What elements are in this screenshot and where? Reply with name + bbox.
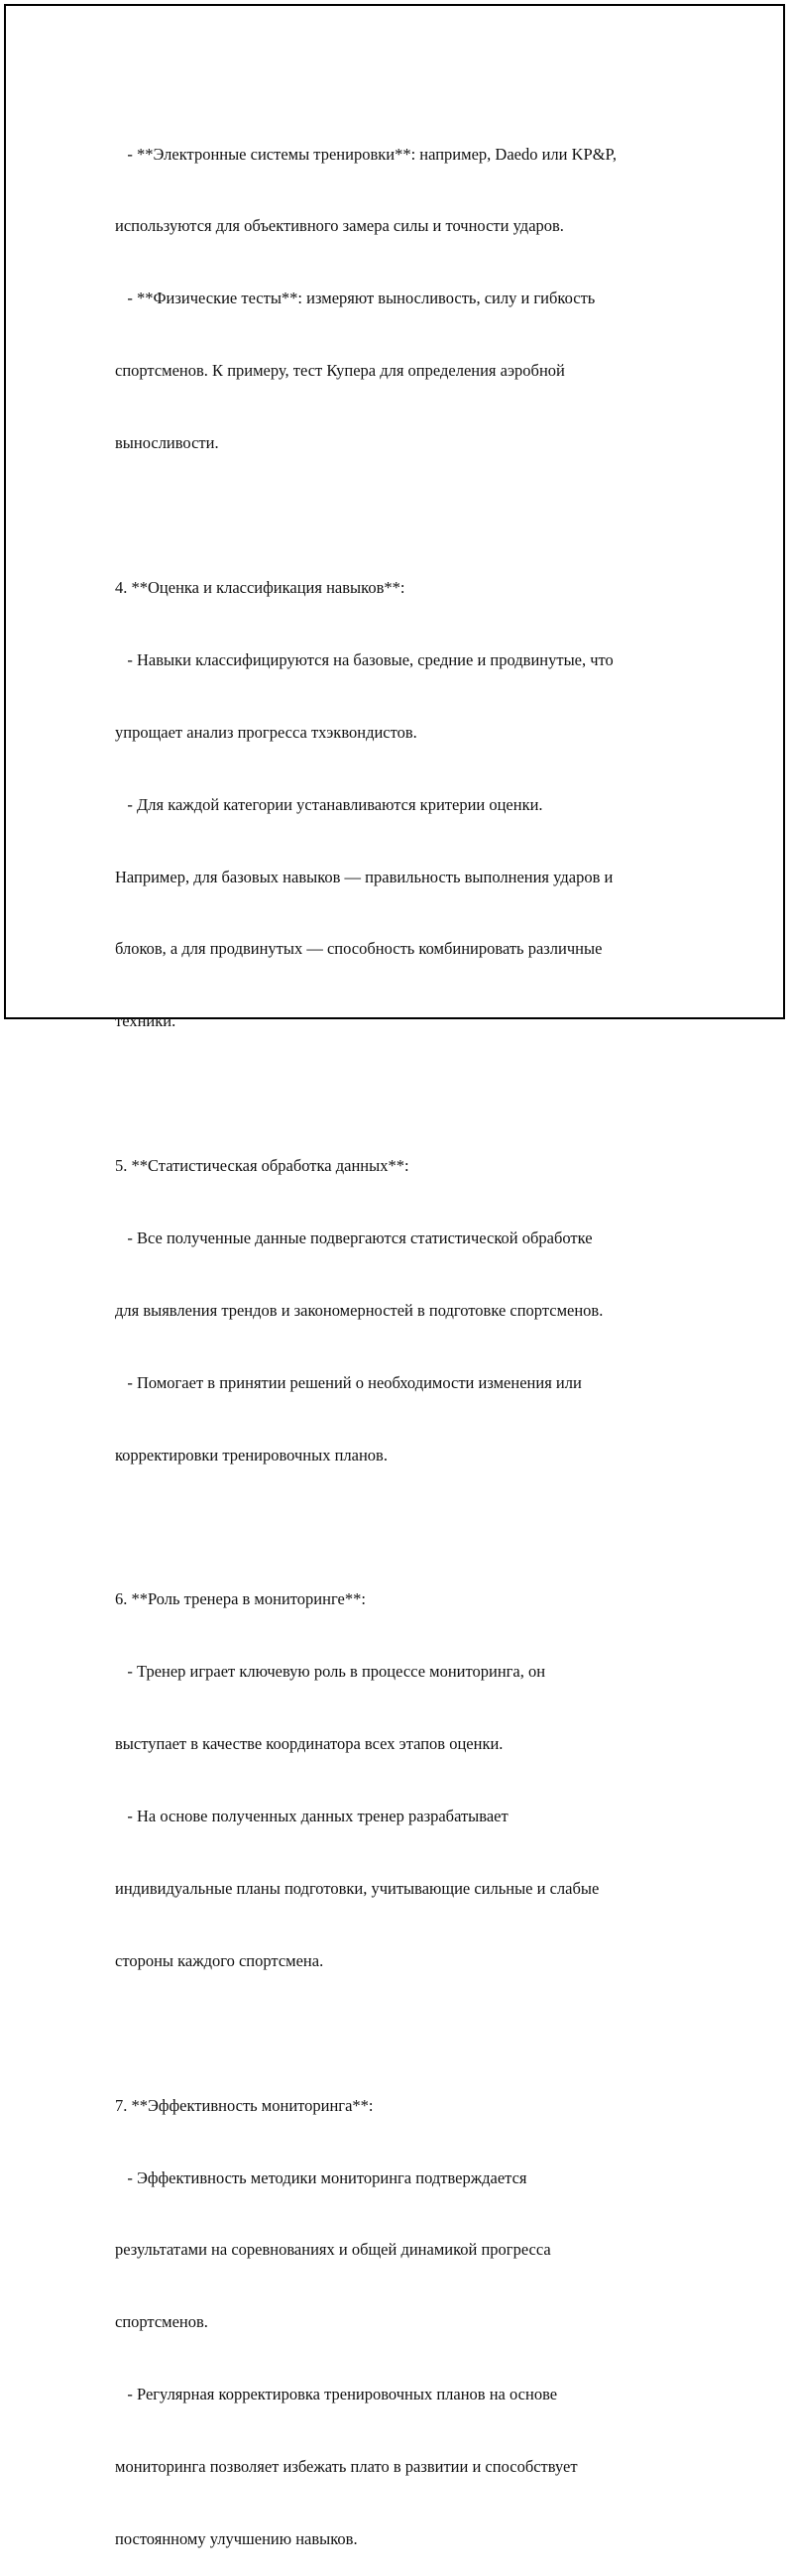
text-line: - Для каждой категории устанавливаются критерии оценки. [115, 794, 543, 814]
text-line: - Тренер играет ключевую роль в процессе мониторинга, он [115, 1662, 546, 1682]
text-line: - **Электронные системы тренировки**: например, Daedo или KP&P, [115, 144, 618, 164]
text-line: для выявления трендов и закономерностей в подготовке спортсменов. [115, 1300, 604, 1320]
text-line: спортсменов. [115, 2312, 208, 2332]
section-heading: 7. **Эффективность мониторинга**: [115, 2095, 374, 2115]
blank-line [115, 1082, 710, 1106]
text-line: - **Физические тесты**: измеряют выносливость, силу и гибкость [115, 289, 596, 308]
document-body [115, 94, 710, 2576]
blank-line [115, 2022, 710, 2046]
section-heading: 4. **Оценка и классификация навыков**: [115, 577, 405, 597]
text-line: Например, для базовых навыков — правильность выполнения ударов и [115, 867, 614, 886]
text-line: используются для объективного замера силы и точности ударов. [115, 216, 564, 236]
text-line: - Регулярная корректировка тренировочных планов на основе [115, 2385, 558, 2404]
section-heading: 5. **Статистическая обработка данных**: [115, 1156, 409, 1176]
text-line: стороны каждого спортсмена. [115, 1950, 324, 1970]
text-line: индивидуальные планы подготовки, учитывающие сильные и слабые [115, 1878, 600, 1898]
text-line: - Все полученные данные подвергаются статистической обработке [115, 1228, 593, 1247]
text-line: корректировки тренировочных планов. [115, 1445, 388, 1464]
text-line: - Помогает в принятии решений о необходимости изменения или [115, 1372, 582, 1392]
text-line: упрощает анализ прогресса тхэквондистов. [115, 722, 417, 742]
text-line: блоков, а для продвинутых — способность комбинировать различные [115, 939, 603, 959]
blank-line [115, 1516, 710, 1540]
text-line: - На основе полученных данных тренер разрабатывает [115, 1807, 509, 1826]
text-line: выступает в качестве координатора всех этапов оценки. [115, 1734, 504, 1754]
text-line: - Навыки классифицируются на базовые, средние и продвинутые, что [115, 649, 614, 669]
section-heading: 6. **Роль тренера в мониторинге**: [115, 1589, 366, 1609]
text-line: техники. [115, 1011, 176, 1031]
text-line: результатами на соревнованиях и общей динамикой прогресса [115, 2240, 551, 2260]
text-line: спортсменов. К примеру, тест Купера для определения аэробной [115, 361, 565, 381]
text-line: - Эффективность методики мониторинга подтверждается [115, 2167, 527, 2187]
text-line: постоянному улучшению навыков. [115, 2528, 358, 2548]
text-line: выносливости. [115, 433, 219, 453]
blank-line [115, 504, 710, 527]
text-line: мониторинга позволяет избежать плато в развитии и способствует [115, 2457, 578, 2477]
